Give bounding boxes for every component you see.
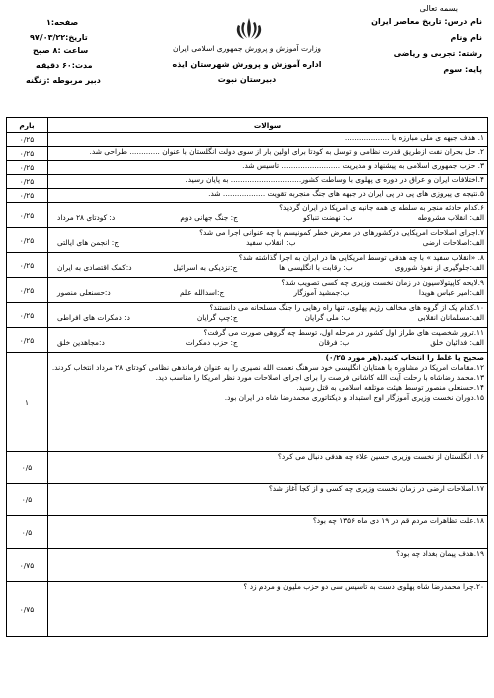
questions-header: سوالات: [48, 118, 488, 133]
options-line: [51, 288, 484, 298]
question-cell: [48, 147, 488, 161]
question-cell: [48, 253, 488, 278]
question-text: ۱۳.محمد رضاشاه با رحلت آیت الله کاشانی فرصت را برای اجرای اصلاحات مورد نظر امریکا را مناسب دید.: [155, 373, 484, 382]
question-cell: [48, 582, 488, 637]
score-cell: ۰/۲۵: [7, 203, 48, 228]
answer-option: الف:جلوگیری از نفوذ شوروی: [394, 263, 484, 272]
answer-option: ب: نهضت تنباکو: [303, 213, 353, 222]
answer-option: ب:جمشید آموزگار: [293, 288, 350, 297]
answer-option: ب: رقابت با انگلیسی ها: [279, 263, 353, 272]
exam-duration: مدت:۶۰ دقیقه: [36, 61, 93, 70]
office: اداره آموزش و پرورش شهرستان ایذه: [172, 60, 322, 69]
answer-option: د:کمک اقتصادی به ایران: [57, 263, 132, 272]
answer-option: د:حسنعلی منصور: [57, 288, 111, 297]
score-cell: ۰/۷۵: [7, 549, 48, 582]
question-row: [7, 278, 488, 303]
question-text: صحیح یا غلط را انتخاب کنید.(هر مورد ۰/۲۵): [325, 353, 484, 362]
exam-header: [6, 4, 488, 114]
score-cell: ۰/۲۵: [7, 303, 48, 328]
answer-option: الف: فدائیان خلق: [430, 338, 484, 347]
answer-option: ج: جنگ جهانی دوم: [180, 213, 238, 222]
question-cell: [48, 203, 488, 228]
table-header-row: [7, 118, 488, 133]
question-row: [7, 549, 488, 582]
question-cell: [48, 303, 488, 328]
score-cell: ۰/۵: [7, 452, 48, 484]
question-cell: [48, 549, 488, 582]
question-row: [7, 161, 488, 175]
question-row: [7, 147, 488, 161]
question-text: ۷.اجرای اصلاحات امریکایی درکشورهای در معرض خطر کمونیسم با چه عنوانی اجرا می شد؟: [199, 228, 484, 237]
answer-option: ب: ملی گرایان: [304, 313, 351, 322]
answer-option: الف:امیر عباس هویدا: [418, 288, 484, 297]
bismillah: بسمه تعالی: [419, 4, 458, 13]
answer-option: ب: انقلاب سفید: [246, 238, 296, 247]
question-cell: [48, 161, 488, 175]
score-header: بارم: [7, 118, 48, 133]
score-cell: ۰/۲۵: [7, 161, 48, 175]
question-text: ۶.کدام حادثه منجر به سلطه ی همه جانبه ی امریکا در ایران گردید؟: [279, 203, 484, 212]
answer-option: ج:نزدیکی به اسرائیل: [173, 263, 238, 272]
question-text: ۵.نتیجه ی پیروزی های پی در پی ایران در جبهه های جنگ منجربه تقویت .................. شد.: [208, 189, 484, 198]
score-cell: ۰/۵: [7, 516, 48, 549]
question-cell: [48, 278, 488, 303]
question-text: ۴.اختلافات ایران و عراق در دوره ی پهلوی با وساطت کشور.............................. به پایان رسید.: [185, 175, 484, 184]
question-text: ۱۱.ترور شخصیت های طراز اول کشور در مرحله اول، توسط چه گروهی صورت می گرفت؟: [203, 328, 484, 337]
question-row: [7, 203, 488, 228]
question-row: [7, 303, 488, 328]
question-row: [7, 175, 488, 189]
score-cell: ۰/۲۵: [7, 147, 48, 161]
teacher: دبیر مربوطه :زنگنه: [26, 76, 101, 85]
answer-option: د: کودتای ۲۸ مرداد: [57, 213, 116, 222]
score-cell: ۱: [7, 353, 48, 452]
question-text: ۱۴.حسنعلی منصور توسط هیئت موتلفه اسلامی به قتل رسید.: [296, 383, 484, 392]
question-row: [7, 484, 488, 516]
score-cell: ۰/۲۵: [7, 133, 48, 147]
exam-date: تاریخ:۹۷/۰۳/۲۲: [30, 33, 88, 42]
question-text: ۲۰.چرا محمدرضا شاه پهلوی دست به تاسیس سی دو حزب ملیون و مردم زد ؟: [243, 582, 484, 591]
score-cell: ۰/۷۵: [7, 582, 48, 637]
question-text: ۲. حل بحران نفت ازطریق قدرت نظامی و توسل به کودتا برای اولین بار از سوی دولت انگلستان با عنوان ............. طراحی شد.: [89, 147, 484, 156]
options-line: [51, 238, 484, 248]
answer-option: ب: فرقان: [318, 338, 350, 347]
question-row: [7, 328, 488, 353]
question-row: [7, 582, 488, 637]
student-name: نام ونام: [450, 33, 482, 42]
question-text: ۱۲.مقامات امریکا در مشاوره با همتایان انگلیسی خود سرهنگ نعمت الله نصیری را به عنوان فرماندهی نظامی کودتای ۲۸ مرداد انتخاب کردند.: [51, 363, 484, 372]
question-row: [7, 452, 488, 484]
question-cell: [48, 175, 488, 189]
question-text: ۱۸.علت تظاهرات مردم قم در ۱۹ دی ماه ۱۳۵۶ چه بود؟: [312, 516, 484, 525]
score-cell: ۰/۲۵: [7, 189, 48, 203]
questions-body: [7, 133, 488, 637]
question-cell: [48, 189, 488, 203]
major: رشته: تجربی و ریاضی: [393, 49, 482, 58]
question-text: ۱۰.کدام یک از گروه های مخالف رژیم پهلوی، تنها راه رهایی را جنگ مسلحانه می دانستند؟: [209, 303, 484, 312]
question-row: [7, 516, 488, 549]
question-row: [7, 253, 488, 278]
score-cell: ۰/۲۵: [7, 175, 48, 189]
question-text: ۱۷.اصلاحات ارضی در زمان نخست وزیری چه کسی و از کجا آغاز شد؟: [268, 484, 484, 493]
ministry: وزارت آموزش و پرورش جمهوری اسلامی ایران: [172, 44, 322, 53]
exam-time: ساعت :۸ صبح: [33, 46, 89, 55]
iran-emblem-icon: [232, 16, 266, 42]
question-text: ۱۹.هدف پیمان بغداد چه بود؟: [396, 549, 484, 558]
question-text: ۹.لایحه کاپیتولاسیون در زمان نخست وزیری چه کسی تصویب شد؟: [281, 278, 484, 287]
score-cell: ۰/۲۵: [7, 253, 48, 278]
question-cell: [48, 452, 488, 484]
answer-option: ج: انجمن های ایالتی: [57, 238, 120, 247]
answer-option: ج:چپ گرایان: [196, 313, 238, 322]
question-text: ۱۵.دوران نخست وزیری آموزگار اوج استبداد و دیکتاتوری محمدرضا شاه در ایران بود.: [224, 393, 484, 402]
question-text: ۳. حزب جمهوری اسلامی به پیشنهاد و مدیریت ......................... تاسیس شد.: [242, 161, 484, 170]
options-line: [51, 313, 484, 323]
question-cell: [48, 328, 488, 353]
page-number: صفحه:۱: [46, 18, 79, 27]
answer-option: ج:اسدالله علم: [179, 288, 225, 297]
answer-option: د:مجاهدین خلق: [57, 338, 105, 347]
question-cell: [48, 484, 488, 516]
options-line: [51, 263, 484, 273]
question-cell: [48, 228, 488, 253]
answer-option: الف:اصلاحات ارضی: [422, 238, 484, 247]
question-cell: [48, 353, 488, 452]
answer-option: د: دمکرات های افراطی: [57, 313, 130, 322]
question-text: ۱۶. انگلستان از نخست وزیری حسین علاء چه هدفی دنبال می کرد؟: [277, 452, 484, 461]
question-cell: [48, 133, 488, 147]
options-line: [51, 338, 484, 348]
score-cell: ۰/۲۵: [7, 278, 48, 303]
school: دبیرستان نبوت: [217, 75, 277, 84]
score-cell: ۰/۲۵: [7, 328, 48, 353]
question-row: [7, 228, 488, 253]
answer-option: ج: حزب دمکرات: [185, 338, 238, 347]
course-name: نام درس: تاریخ معاصر ایران: [371, 17, 482, 26]
grade: پایه: سوم: [443, 65, 482, 74]
questions-table: [6, 117, 488, 637]
score-cell: ۰/۲۵: [7, 228, 48, 253]
question-text: ۸. «انقلاب سفید » با چه هدفی توسط امریکایی ها در ایران به اجرا گذاشته شد؟: [238, 253, 484, 262]
options-line: [51, 213, 484, 223]
question-row: [7, 189, 488, 203]
question-text: ۱. هدف جبهه ی ملی مبارزه با ...................: [344, 133, 484, 142]
question-cell: [48, 516, 488, 549]
question-row: [7, 133, 488, 147]
answer-option: الف:مسلمانان انقلابی: [417, 313, 484, 322]
answer-option: الف: انقلاب مشروطه: [417, 213, 484, 222]
question-row: [7, 353, 488, 452]
score-cell: ۰/۵: [7, 484, 48, 516]
